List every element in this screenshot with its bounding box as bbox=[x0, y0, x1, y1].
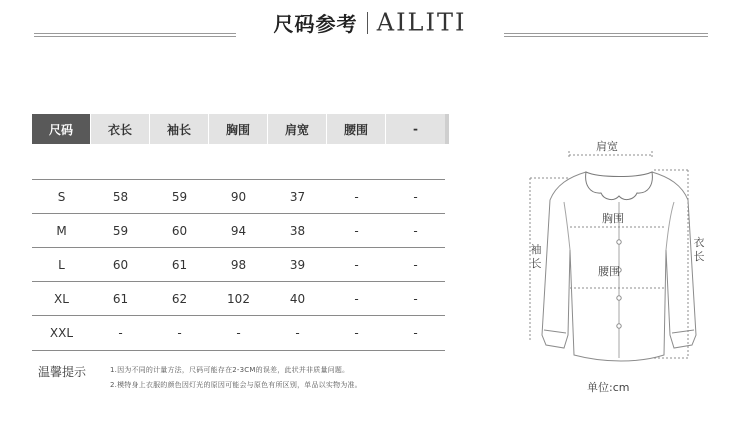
table-cell: - bbox=[354, 291, 359, 306]
table-cell: 59 bbox=[112, 223, 129, 238]
table-cell: - bbox=[118, 326, 123, 340]
shoulder-width-label: 肩宽 bbox=[596, 140, 618, 153]
table-cell: - bbox=[354, 257, 359, 272]
size-table-body bbox=[32, 179, 445, 351]
table-cell: - bbox=[354, 326, 359, 340]
column-header-waist: 腰围 bbox=[327, 114, 386, 144]
button-3 bbox=[617, 296, 621, 300]
table-cell: - bbox=[295, 326, 300, 340]
table-cell: 38 bbox=[289, 223, 306, 238]
header-rule-left bbox=[34, 33, 236, 37]
table-cell: M bbox=[56, 223, 67, 238]
table-cell: 61 bbox=[112, 291, 129, 306]
garment-diagram bbox=[524, 130, 714, 380]
column-header-chest: 胸围 bbox=[209, 114, 268, 144]
table-cell: XXL bbox=[49, 326, 74, 340]
table-cell: - bbox=[413, 223, 418, 238]
column-header-size: 尺码 bbox=[32, 114, 91, 144]
table-row bbox=[32, 282, 445, 316]
chest-label: 胸围 bbox=[602, 212, 624, 225]
table-cell: - bbox=[236, 326, 241, 340]
table-cell: - bbox=[177, 326, 182, 340]
table-cell: - bbox=[413, 326, 418, 340]
table-cell: 60 bbox=[112, 257, 129, 272]
table-cell: 94 bbox=[230, 223, 247, 238]
table-row bbox=[32, 248, 445, 282]
notes-label: 温馨提示 bbox=[38, 365, 87, 379]
shirt-illustration bbox=[524, 130, 714, 380]
table-row bbox=[32, 214, 445, 248]
column-header-extra: - bbox=[386, 114, 445, 144]
table-cell: XL bbox=[54, 291, 69, 306]
unit-label: 单位:cm bbox=[587, 381, 630, 394]
table-cell: 98 bbox=[230, 257, 247, 272]
table-cell: - bbox=[413, 291, 418, 306]
note-line-2: 2.模特身上衣服的颜色因灯光的原因可能会与原色有所区别，单品以实物为准。 bbox=[110, 381, 362, 389]
waist-label: 腰围 bbox=[598, 265, 620, 278]
table-row bbox=[32, 316, 445, 351]
body-length-label: 衣长 bbox=[693, 236, 705, 263]
size-table-header bbox=[32, 114, 445, 144]
table-cell: - bbox=[354, 223, 359, 238]
title-cn: 尺码参考 bbox=[273, 12, 358, 36]
table-cell: - bbox=[354, 189, 359, 204]
button-4 bbox=[617, 324, 621, 328]
table-cell: 58 bbox=[112, 189, 129, 204]
note-line-1: 1.因为不同的计量方法，尺码可能存在2-3CM的误差，此状并非质量问题。 bbox=[110, 366, 350, 374]
table-cell: 39 bbox=[289, 257, 306, 272]
page-header bbox=[0, 0, 750, 50]
table-cell: 62 bbox=[171, 291, 188, 306]
table-cell: - bbox=[413, 189, 418, 204]
table-cell: S bbox=[57, 189, 66, 204]
brand-name: AILITI bbox=[376, 8, 467, 37]
table-cell: - bbox=[413, 257, 418, 272]
table-cell: 59 bbox=[171, 189, 188, 204]
table-cell: 60 bbox=[171, 223, 188, 238]
column-header-sleeve: 袖长 bbox=[150, 114, 209, 144]
header-title bbox=[236, 8, 504, 37]
header-rule-right bbox=[504, 33, 708, 37]
table-row bbox=[32, 180, 445, 214]
table-cell: L bbox=[58, 257, 65, 272]
table-cell: 61 bbox=[171, 257, 188, 272]
button-1 bbox=[617, 240, 621, 244]
table-cell: 102 bbox=[227, 291, 250, 306]
table-cell: 90 bbox=[230, 189, 247, 204]
title-separator bbox=[367, 12, 368, 34]
table-cell: 37 bbox=[289, 189, 306, 204]
table-cell: 40 bbox=[289, 291, 306, 306]
sleeve-length-label: 袖长 bbox=[530, 243, 542, 270]
column-header-length: 衣长 bbox=[91, 114, 150, 144]
column-header-shoulder: 肩宽 bbox=[268, 114, 327, 144]
